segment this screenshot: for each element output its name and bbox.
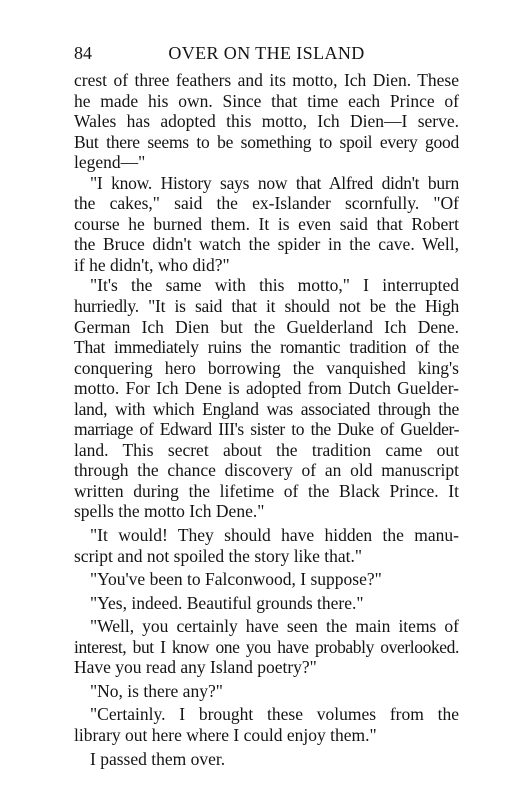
page-header: [74, 41, 459, 65]
text-line: Wales has adopted this motto, Ich Dien—I serve.: [74, 111, 459, 132]
text-line: written during the lifetime of the Black Prince. It: [74, 480, 459, 501]
text-line: motto. For Ich Dene is adopted from Dutch Guelder-: [74, 378, 459, 399]
text-line: the Bruce didn't watch the spider in the cave. Well,: [74, 234, 459, 255]
page-number: 84: [74, 43, 92, 63]
text-line: legend—": [74, 152, 146, 173]
text-line: "Yes, indeed. Beautiful grounds there.": [90, 592, 364, 613]
text-line: Have you read any Island poetry?": [74, 657, 317, 678]
text-line: land, with which England was associated through the: [74, 398, 459, 419]
text-line: he made his own. Since that time each Prince of: [74, 90, 459, 111]
text-line: "No, is there any?": [90, 680, 223, 701]
text-line: script and not spoiled the story like that.": [74, 545, 363, 566]
text-line: That immediately ruins the romantic tradition of the: [74, 337, 459, 358]
text-line: "I know. History says now that Alfred didn't burn: [90, 172, 459, 193]
text-line: library out here where I could enjoy them.": [74, 724, 377, 745]
text-line: "It's the same with this motto," I interrupted: [90, 275, 459, 296]
text-line: conquering hero borrowing the vanquished king's: [74, 357, 459, 378]
text-line: the cakes," said the ex-Islander scornfully. "Of: [74, 193, 459, 214]
text-line: crest of three feathers and its motto, Ich Dien. These: [74, 70, 459, 90]
text-line: But there seems to be something to spoil every good: [74, 131, 459, 152]
text-line: "Well, you certainly have seen the main items of: [90, 616, 459, 637]
text-line: "It would! They should have hidden the manu-: [90, 525, 459, 546]
text-line: German Ich Dien but the Guelderland Ich Dene.: [74, 316, 459, 337]
text-line: land. This secret about the tradition came out: [74, 439, 459, 460]
text-line: course he burned them. It is even said that Robert: [74, 213, 459, 234]
text-line: I passed them over.: [90, 748, 226, 769]
text-line: "Certainly. I brought these volumes from the: [90, 704, 459, 725]
text-line: marriage of Edward III's sister to the Duke of Guelder-: [74, 419, 459, 440]
text-line: spells the motto Ich Dene.": [74, 501, 265, 522]
body-text: [74, 70, 459, 769]
text-line: hurriedly. "It is said that it should not be the High: [74, 296, 459, 317]
text-line: interest, but I know one you have probably overlooked.: [74, 636, 459, 657]
text-line: through the chance discovery of an old manuscript: [74, 460, 459, 481]
text-line: if he didn't, who did?": [74, 254, 230, 275]
text-line: "You've been to Falconwood, I suppose?": [90, 569, 382, 590]
running-head: OVER ON THE ISLAND: [168, 43, 365, 63]
